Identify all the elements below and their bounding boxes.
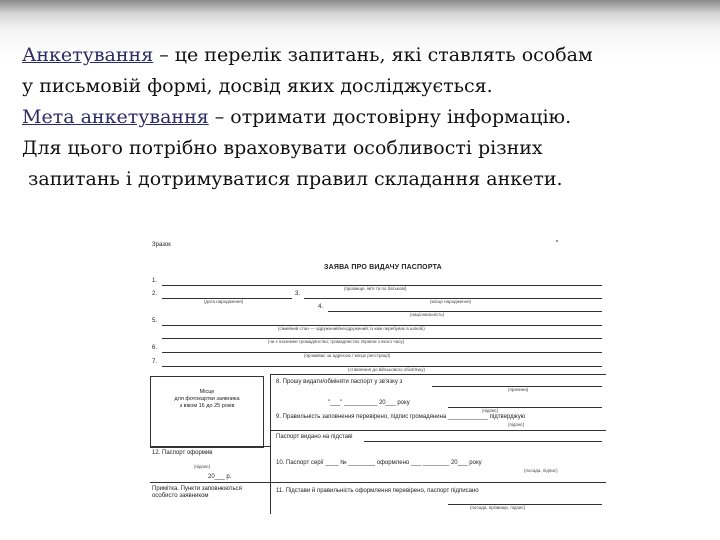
item-11-text: 11. Підстави й правильність оформлення перевірено, паспорт підписано: [276, 488, 479, 494]
field-4-line: [328, 311, 602, 312]
photo-placeholder-box: [150, 376, 264, 448]
field-6-number: 6.: [152, 345, 158, 351]
text-line-2: у письмовій формі, досвід яких досліджується.: [22, 75, 493, 97]
item-11-caption: (посада, прізвище, підпис): [470, 505, 526, 510]
line-3-rest: – отримати достовірну інформацію.: [208, 106, 572, 128]
field-3-caption: (місце народження): [430, 299, 472, 304]
text-line-3: [22, 102, 702, 133]
field-3-number: 3.: [295, 291, 301, 297]
item-8-sign-caption: (підпис): [482, 408, 499, 413]
line-1-rest: – це перелік запитань, які ставлять особам: [153, 44, 593, 66]
field-1-caption: (прізвище, ім'я та по батькові): [344, 286, 407, 291]
field-7-caption: (ставлення до військового обов'язку): [348, 367, 425, 372]
field-7-number: 7.: [152, 359, 158, 365]
term-anketuvannia: Анкетування: [22, 44, 154, 66]
form-title: ЗАЯВА ПРО ВИДАЧУ ПАСПОРТА: [324, 264, 442, 271]
item-12-text: 12. Паспорт оформив: [152, 450, 213, 456]
section-mid-rule: [270, 430, 606, 431]
term-meta: Мета анкетування: [22, 106, 209, 128]
form-sample-label: Зразок: [152, 242, 171, 248]
field-5-caption: (сімейний стан — одружений/неодружений; із ким перебуває в шлюбі): [278, 326, 425, 331]
section-bottom-rule: [150, 482, 606, 483]
item-10-caption: (посада, підпис): [524, 468, 558, 473]
form-note: Примітка. Пункти заповнюються особисто заявником: [152, 486, 242, 499]
item-8-text: 8. Прошу видати/обміняти паспорт у зв'язку з: [276, 379, 403, 385]
field-2-number: 2.: [152, 291, 158, 297]
photo-caption: Місце для фотокартки заявника з віком 16 до 25 років: [174, 389, 240, 409]
field-5-number: 5.: [152, 318, 158, 324]
item-10-pre: Паспорт видано на підставі: [276, 434, 353, 440]
photo-bottom-rule: [150, 446, 270, 447]
item-8-caption: (причина): [508, 387, 529, 392]
slide-text: [22, 40, 702, 195]
text-line-1: [22, 40, 702, 71]
item-12-caption: (підпис): [194, 464, 211, 469]
item-12-date: 20___ р.: [208, 474, 232, 480]
passport-application-form-scan: [148, 228, 610, 518]
field-5-caption-2: (чи є іноземне громадянство; громадянство України з якого часу): [268, 339, 405, 344]
text-line-5: запитань і дотримуватися правил складання анкети.: [28, 168, 563, 190]
field-2-caption: (дата народження): [204, 299, 244, 304]
item-8-sign-line: [448, 407, 602, 408]
section-top-rule: [270, 374, 606, 375]
item-10-text: 10. Паспорт серії ____ № ________ оформлено ___ ________ 20___ року: [276, 460, 482, 466]
scan-speck: [556, 240, 558, 242]
field-1-number: 1.: [152, 278, 158, 284]
field-6-caption: (проживає за адресою / місце реєстрації): [304, 353, 391, 358]
item-9-caption: (підпис): [508, 422, 525, 427]
item-9-text: 9. Правильність заповнення перевірено, підпис громадянина ____________ підтверджую: [276, 414, 526, 420]
item-10-pre-line: [364, 441, 602, 442]
field-4-number: 4.: [318, 304, 324, 310]
item-8-date: "___" __________ 20___ року: [328, 400, 410, 406]
form-column-divider: [270, 374, 271, 514]
field-4-caption: (національність): [410, 312, 445, 317]
text-line-4: Для цього потрібно враховувати особливості різних: [22, 137, 543, 159]
